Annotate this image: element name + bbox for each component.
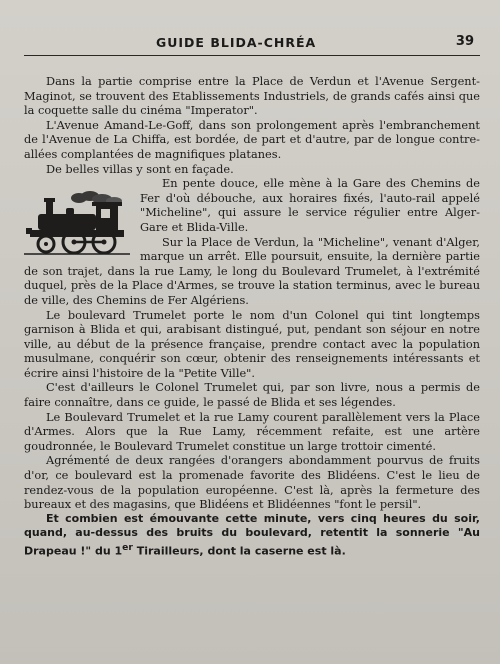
ordinal-suffix: er	[122, 542, 133, 553]
body-text	[24, 74, 480, 559]
paragraph: En pente douce, elle mène à la Gare des Chemins de Fer d'où débouche, aux horaires fixés, l'auto-rail appelé "Micheline", qui assure le service régulier entre Alger-Gare et Blida-Ville.	[140, 176, 480, 234]
header-rule	[24, 55, 480, 56]
closing-text-start: Et combien est émouvante cette minute, vers cinq heures du soir, quand, au-dessus des bruits du boulevard, retentit la sonnerie "Au Drapeau !" du 1	[24, 511, 480, 558]
closing-paragraph	[24, 512, 480, 559]
paragraph: De belles villas y sont en façade.	[46, 161, 234, 176]
closing-text-end: Tirailleurs, dont la caserne est là.	[132, 544, 346, 558]
paragraph: Le Boulevard Trumelet et la rue Lamy courent parallèlement vers la Place d'Armes. Alors que la Rue Lamy, récemment refaite, est une artère goudronnée, le Boulevard Trumelet constitue un large trottoir cimenté.	[24, 409, 480, 453]
paragraph: Le boulevard Trumelet porte le nom d'un Colonel qui tint longtemps garnison à Blida et qui, arabisant distingué, put, pendant son séjour en notre ville, au début de la présence française, prendre contact avec la population musulmane, conquérir son cœur, obtenir des renseignements intéressants et écrire ainsi l'histoire de la "Petite Ville".	[24, 307, 480, 380]
paragraph: C'est d'ailleurs le Colonel Trumelet qui, par son livre, nous a permis de faire connaître, dans ce guide, le passé de Blida et ses légendes.	[24, 380, 480, 410]
locomotive-illustration	[24, 190, 130, 256]
page-number: 39	[455, 34, 474, 49]
paragraph: Dans la partie comprise entre la Place de Verdun et l'Avenue Sergent-Maginot, se trouvent des Etablissements Industriels, de grands cafés ainsi que la coquette salle du cinéma "Imperator".	[24, 74, 480, 118]
paragraph: L'Avenue Amand-Le-Goff, dans son prolongement après l'embranchement de l'Avenue de La Chiffa, est bordée, de part et d'autre, par de longue contre-allées complantées de magnifiques platanes.	[24, 117, 480, 161]
paragraph: Agrémenté de deux rangées d'orangers abondamment pourvus de fruits d'or, ce boulevard est la promenade favorite des Blidéens. C'est le lieu de rendez-vous de la population européenne. C'est là, après la fermeture des bureaux et des magasins, que Blidéens et Blidéennes "font le persil".	[24, 453, 480, 512]
paragraph: Sur la Place de Verdun, la "Micheline", venant d'Alger, marque un arrêt. Elle poursuit, ensuite, la dernière partie de son trajet, dans la rue Lamy, le long du Boulevard Trumelet, à l'extrémité duquel, près de la Place d'Armes, se trouve la station terminus, avec le bureau de ville, des Chemins de Fer Algériens.	[24, 234, 480, 307]
page-header	[24, 32, 480, 54]
running-title: GUIDE BLIDA-CHRÉA	[156, 35, 317, 50]
